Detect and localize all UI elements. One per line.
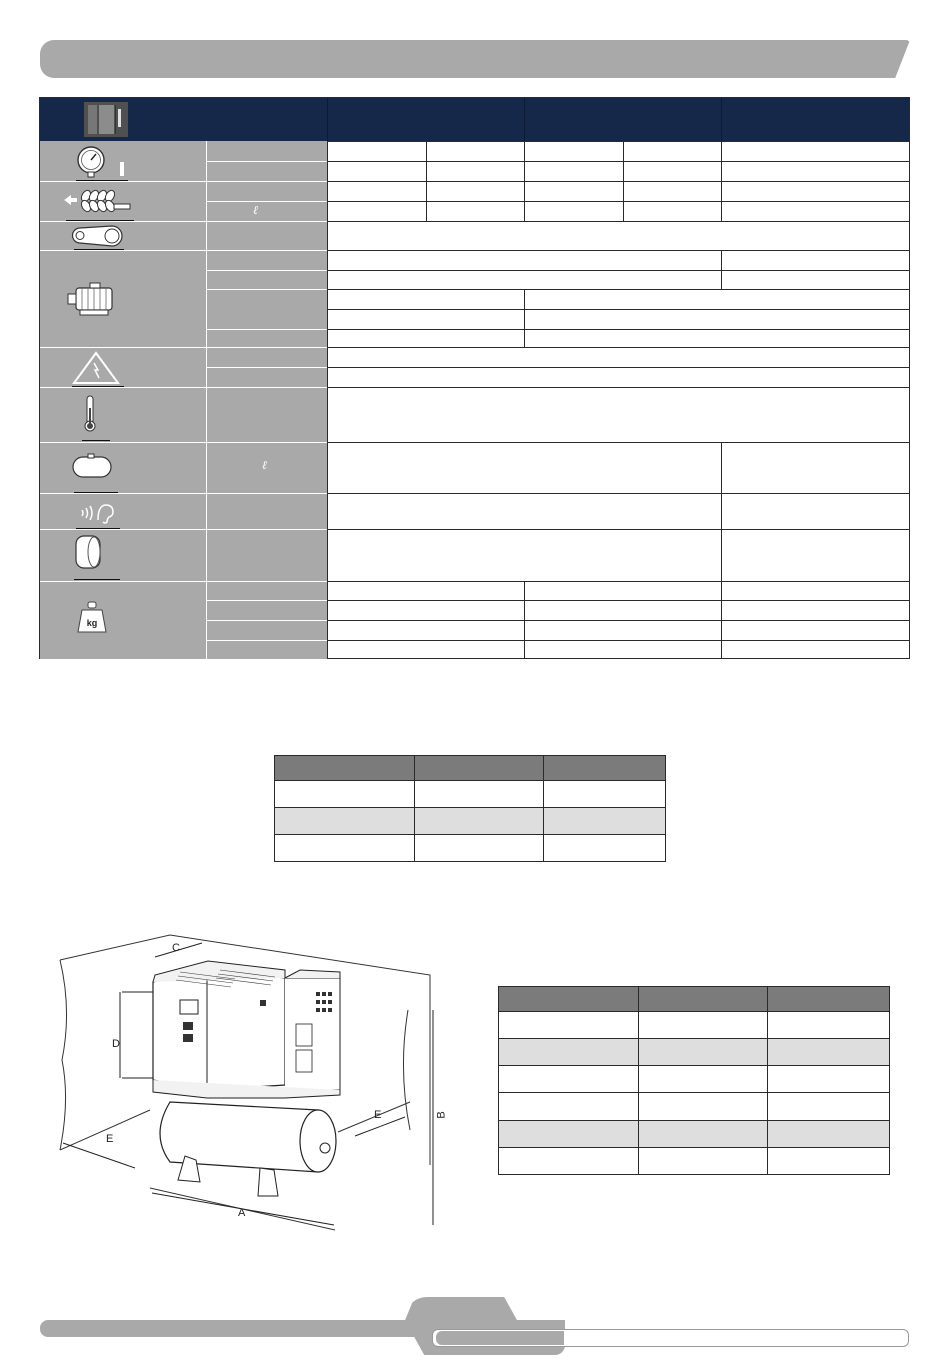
dimensions-table-cell (768, 1039, 890, 1066)
dimensions-table-header-cell (768, 987, 890, 1012)
dimensions-table-cell (768, 1148, 890, 1175)
weight-icon (76, 600, 110, 636)
air-delivery-unit-symbol: ℓ (253, 203, 258, 217)
dimensions-table-cell (639, 1093, 768, 1121)
dimensions-table-cell (768, 1066, 890, 1093)
dimensions-table-cell (639, 1121, 768, 1148)
mid-table-header-cell (275, 756, 415, 781)
dimensions-table-cell (639, 1012, 768, 1039)
thermometer-icon (80, 394, 100, 434)
dimensions-table-cell (499, 1012, 639, 1039)
mid-table-cell (544, 835, 666, 862)
high-voltage-warning-icon (70, 350, 126, 386)
dimensions-table-cell (499, 1066, 639, 1093)
dimensions-table-cell (639, 1066, 768, 1093)
mid-table (274, 755, 666, 862)
dimension-label-c: C (172, 942, 180, 954)
footer-inner-bar (436, 1331, 564, 1345)
pressure-gauge-icon (72, 144, 132, 180)
dimensions-table-cell (499, 1093, 639, 1121)
dimensions-table-cell (639, 1039, 768, 1066)
dimensions-table-cell (768, 1012, 890, 1039)
dimensions-table-cell (499, 1039, 639, 1066)
dimensions-table-cell (499, 1148, 639, 1175)
electric-motor-icon (64, 280, 126, 322)
dimension-label-b: B (435, 1111, 448, 1119)
dimensions-table (498, 986, 890, 1175)
screw-rotor-icon (62, 184, 134, 220)
dimension-label-e-right: E (374, 1109, 382, 1121)
dimensions-table-cell (639, 1148, 768, 1175)
dimension-label-a: A (238, 1207, 246, 1219)
mid-table-cell (415, 835, 544, 862)
dimensions-table-cell (499, 1121, 639, 1148)
mid-table-cell (415, 808, 544, 835)
belt-drive-icon (70, 223, 126, 249)
mid-table-cell (415, 781, 544, 808)
mid-table-cell (275, 835, 415, 862)
weight-icon-text: kg (86, 618, 98, 628)
compressor-dimension-diagram (50, 930, 450, 1250)
mid-table-header-cell (415, 756, 544, 781)
spec-table (39, 97, 910, 659)
dimension-label-d: D (112, 1038, 120, 1050)
noise-level-icon (76, 500, 120, 526)
mid-table-cell (275, 781, 415, 808)
dimensions-table-header-cell (639, 987, 768, 1012)
compressor-thumbnail (84, 102, 128, 137)
air-tank-unit-symbol: ℓ (262, 458, 267, 472)
mid-table-cell (544, 781, 666, 808)
mid-table-header-cell (544, 756, 666, 781)
filter-cartridge-icon (74, 532, 106, 572)
spec-table-header (40, 98, 909, 141)
dimensions-table-cell (768, 1121, 890, 1148)
air-tank-icon (70, 453, 114, 483)
dimensions-table-header-cell (499, 987, 639, 1012)
dimension-label-e-left: E (106, 1133, 114, 1145)
mid-table-cell (544, 808, 666, 835)
header-bar (40, 40, 910, 78)
dimensions-table-cell (768, 1093, 890, 1121)
mid-table-cell (275, 808, 415, 835)
